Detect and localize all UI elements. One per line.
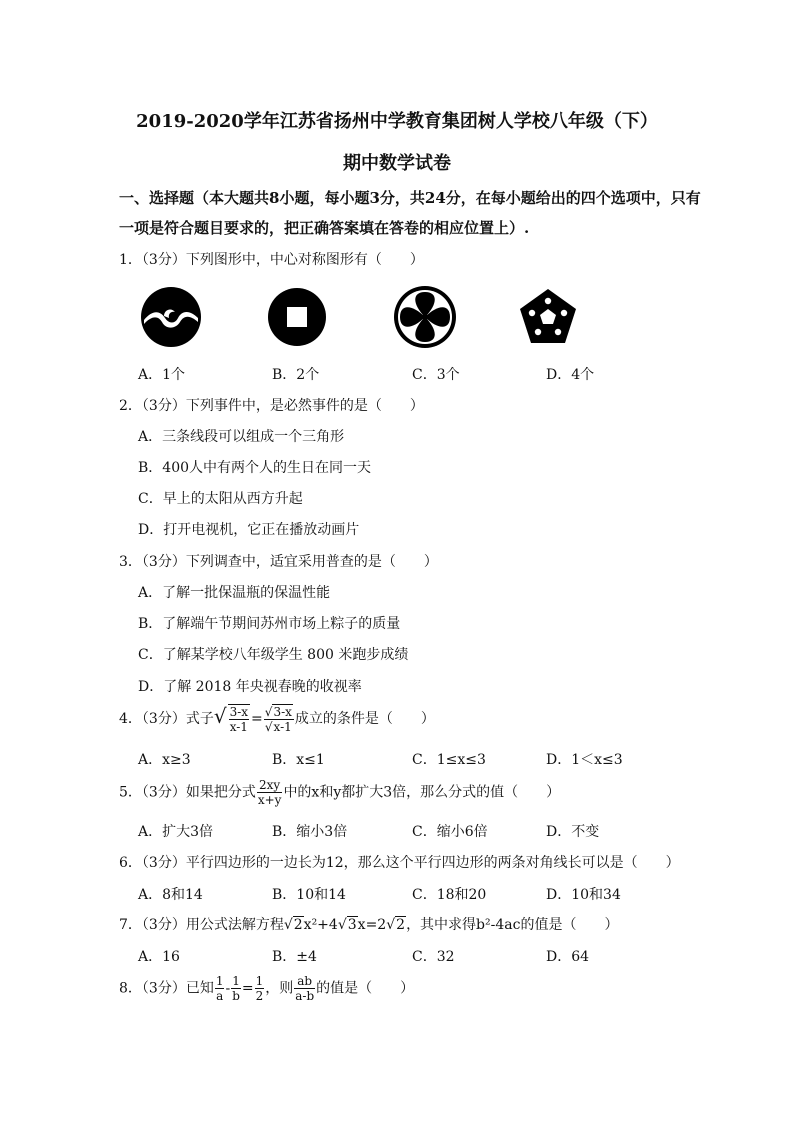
q4-option-a[interactable]: A．x≥3 bbox=[138, 752, 191, 768]
q4-option-d[interactable]: D．1＜x≤3 bbox=[546, 752, 623, 768]
q4-option-b[interactable]: B．x≤1 bbox=[272, 752, 325, 768]
q6-option-a[interactable]: A．8和14 bbox=[138, 887, 203, 903]
square-in-circle-figure bbox=[266, 286, 328, 348]
q1-option-d[interactable]: D．4个 bbox=[546, 367, 595, 383]
q4-prefix: 4．（3分）式子 bbox=[119, 711, 214, 727]
yin-yang-figure bbox=[138, 284, 204, 350]
exam-title-line1: 2019-2020学年江苏省扬州中学教育集团树人学校八年级（下） bbox=[136, 111, 658, 132]
question-1-stem: 1．（3分）下列图形中，中心对称图形有（ ） bbox=[119, 252, 424, 268]
q8-fraction-4: $\frac{ab}{a-b}$ bbox=[295, 974, 315, 1003]
q7-equation: √2x²+4√3x=2√2 bbox=[283, 917, 406, 933]
q5-option-d[interactable]: D．不变 bbox=[546, 824, 600, 840]
q5-option-a[interactable]: A．扩大3倍 bbox=[138, 824, 214, 840]
q7-option-b[interactable]: B．±4 bbox=[272, 949, 317, 965]
q8-fraction-1: $\frac{1}{a}$ bbox=[215, 974, 224, 1003]
q3-option-b[interactable]: B．了解端午节期间苏州市场上粽子的质量 bbox=[138, 616, 401, 632]
exam-title-line2: 期中数学试卷 bbox=[343, 153, 451, 174]
question-3-stem: 3．（3分）下列调查中，适宜采用普查的是（ ） bbox=[119, 554, 438, 570]
q8-fraction-3: $\frac{1}{2}$ bbox=[255, 974, 264, 1003]
q1-option-a[interactable]: A．1个 bbox=[138, 367, 186, 383]
question-2-stem: 2．（3分）下列事件中，是必然事件的是（ ） bbox=[119, 398, 424, 414]
q5-option-b[interactable]: B．缩小3倍 bbox=[272, 824, 348, 840]
pentagon-petal-figure bbox=[517, 287, 579, 347]
q6-option-b[interactable]: B．10和14 bbox=[272, 887, 346, 903]
q3-option-a[interactable]: A．了解一批保温瓶的保温性能 bbox=[138, 585, 331, 601]
q6-option-d[interactable]: D．10和34 bbox=[546, 887, 621, 903]
q5-fraction: $\frac{2xy}{x+y}$ bbox=[257, 778, 282, 807]
question-6-stem: 6．（3分）平行四边形的一边长为12，那么这个平行四边形的两条对角线长可以是（ ） bbox=[119, 855, 680, 871]
q2-option-a[interactable]: A．三条线段可以组成一个三角形 bbox=[138, 429, 345, 445]
q4-rhs-fraction: $\frac{√3-x}{√x-1}$ bbox=[264, 704, 292, 734]
section-heading-line2: 一项是符合题目要求的，把正确答案填在答卷的相应位置上）. bbox=[119, 219, 530, 237]
q1-option-b[interactable]: B．2个 bbox=[272, 367, 320, 383]
q4-option-c[interactable]: C．1≤x≤3 bbox=[412, 752, 486, 768]
q3-option-d[interactable]: D．了解 2018 年央视春晚的收视率 bbox=[138, 679, 362, 695]
question-8-stem: 8．（3分）已知 $\frac{1}{a}$ - $\frac{1}{b}$ = $\frac{1}{2}$ ，则 $\frac{ab}{a-b}$ 的值是（ ） bbox=[119, 974, 415, 1003]
q4-suffix: 成立的条件是（ ） bbox=[294, 711, 435, 727]
q8-fraction-2: $\frac{1}{b}$ bbox=[232, 974, 240, 1003]
section-heading-line1: 一、选择题（本大题共8小题，每小题3分，共24分，在每小题给出的四个选项中，只有 bbox=[119, 189, 701, 207]
q3-option-c[interactable]: C．了解某学校八年级学生 800 米跑步成绩 bbox=[138, 647, 409, 663]
q1-option-c[interactable]: C．3个 bbox=[412, 367, 460, 383]
question-5-stem: 5．（3分）如果把分式 $\frac{2xy}{x+y}$ 中的x和y都扩大3倍，那么分式的值（ ） bbox=[119, 778, 561, 807]
q2-option-d[interactable]: D．打开电视机，它正在播放动画片 bbox=[138, 522, 360, 538]
question-4-stem: 4．（3分）式子√ $\frac{3-x}{x-1}$ = $\frac{√3-x}{√x-1}$ 成立的条件是（ ） bbox=[119, 704, 435, 734]
q7-option-c[interactable]: C．32 bbox=[412, 949, 455, 965]
q7-option-a[interactable]: A．16 bbox=[138, 949, 180, 965]
q2-option-c[interactable]: C．早上的太阳从西方升起 bbox=[138, 491, 303, 507]
q7-option-d[interactable]: D．64 bbox=[546, 949, 590, 965]
q5-option-c[interactable]: C．缩小6倍 bbox=[412, 824, 488, 840]
q4-lhs-fraction: $\frac{3-x}{x-1}$ bbox=[229, 705, 249, 734]
q2-option-b[interactable]: B．400人中有两个人的生日在同一天 bbox=[138, 460, 372, 476]
four-petal-figure bbox=[392, 284, 458, 350]
question-7-stem: 7．（3分）用公式法解方程√2x²+4√3x=2√2，其中求得b²-4ac的值是（ ） bbox=[119, 917, 619, 933]
q6-option-c[interactable]: C．18和20 bbox=[412, 887, 487, 903]
